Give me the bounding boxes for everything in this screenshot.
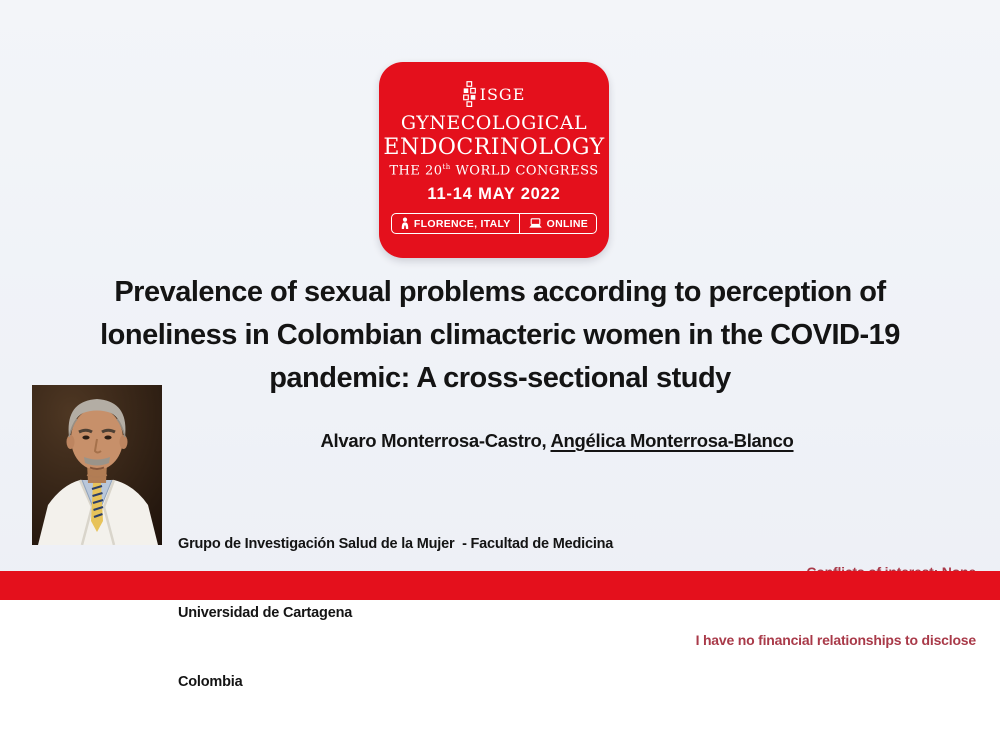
congress-subtitle-ordinal: th [442, 163, 451, 171]
congress-name-line2: ENDOCRINOLOGY [383, 135, 605, 160]
congress-subtitle-prefix: THE 20 [389, 163, 443, 179]
venue-box [391, 213, 597, 234]
venue-location-cell [392, 214, 519, 233]
disclosure-line2: I have no financial relationships to disclose [695, 631, 976, 648]
congress-dates: 11-14 MAY 2022 [427, 185, 561, 204]
isge-society-name: ISGE [479, 84, 526, 104]
affiliation-block [178, 487, 613, 740]
bottom-red-bar [0, 571, 1000, 600]
laptop-icon [528, 218, 543, 229]
isge-logo-row [463, 80, 526, 108]
congress-subtitle [389, 163, 598, 178]
presentation-title-line2: loneliness in Colombian climacteric women in the COVID-19 [100, 319, 900, 351]
affiliation-line3: Colombia [178, 674, 243, 690]
congress-logo-card [379, 62, 609, 258]
affiliation-line2: Universidad de Cartagena [178, 605, 353, 621]
author-name-presenter: Angélica Monterrosa-Blanco [550, 430, 794, 451]
venue-online-label: ONLINE [546, 217, 589, 230]
author-photo [32, 385, 162, 545]
congress-name-line1: GYNECOLOGICAL [400, 112, 588, 134]
venue-location-label: FLORENCE, ITALY [413, 217, 511, 230]
presentation-title [0, 271, 1000, 400]
venue-online-cell [519, 214, 596, 233]
presentation-title-line3: pandemic: A cross-sectional study [269, 362, 731, 394]
presentation-title-line1: Prevalence of sexual problems according to perception of [114, 276, 886, 308]
affiliation-line1: Grupo de Investigación Salud de la Mujer - Facultad de Medicina [178, 536, 614, 552]
author-name-primary: Alvaro Monterrosa-Castro, [320, 430, 551, 451]
authors-line [320, 430, 793, 452]
congress-subtitle-suffix: WORLD CONGRESS [450, 163, 599, 179]
disclosure-block [696, 516, 976, 696]
isge-grid-icon [463, 81, 476, 108]
location-person-icon [400, 217, 410, 230]
